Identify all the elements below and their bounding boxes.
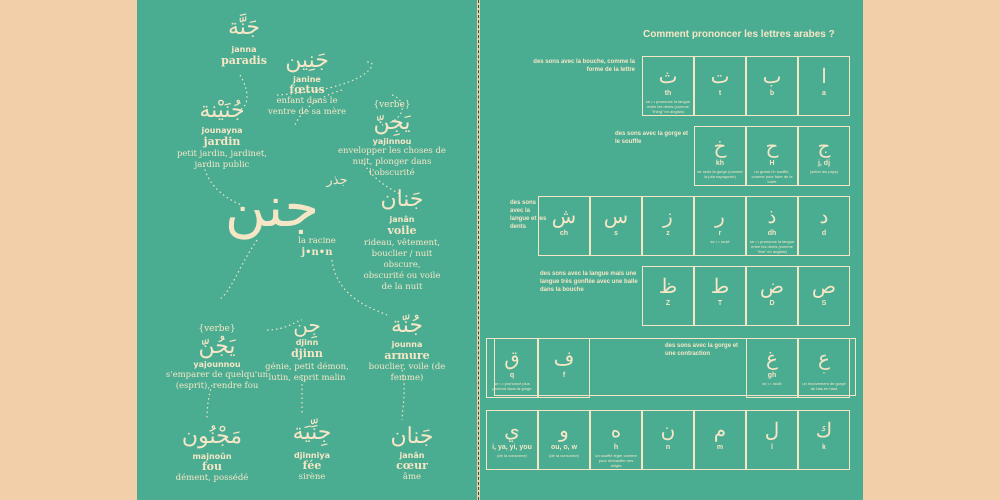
yajounnou-def: s'emparer de quelqu'un (esprit), rendre fou bbox=[165, 370, 269, 391]
group-label-throat: des sons avec la gorge et le souffle bbox=[615, 131, 689, 145]
janan-def: rideau, vêtement, bouclier / nuit obscure, obscurité ou voile de la nuit bbox=[363, 238, 441, 292]
letter-cell: ظ Z bbox=[642, 266, 694, 326]
letter-cell: ط T bbox=[694, 266, 746, 326]
djinn-def: génie, petit démon, lutin, esprit malin bbox=[265, 362, 349, 383]
letter-cell: ل l bbox=[746, 410, 798, 470]
letter-cell: ذ dh se • • prononce la langue entre les dents (comme "this" en anglais) bbox=[746, 196, 798, 256]
yajounnou-tag: {verbe} bbox=[198, 324, 236, 334]
jounayna-def: petit jardin, jardinet, jardin public bbox=[176, 149, 268, 170]
letter-cell: ض D bbox=[746, 266, 798, 326]
letter-cell: د d bbox=[798, 196, 850, 256]
djinn-arabic: جِن bbox=[293, 313, 321, 337]
letter-cell: ز z bbox=[642, 196, 694, 256]
majnoun-translit: majnoûn bbox=[192, 452, 232, 461]
djinniya-word: fée bbox=[302, 459, 322, 472]
page-fold bbox=[478, 0, 479, 500]
letter-cell: ب b bbox=[746, 56, 798, 116]
jounna-def: bouclier, voile (de femme) bbox=[368, 362, 446, 383]
letter-cell: ك k bbox=[798, 410, 850, 470]
janan2-translit: janân bbox=[399, 451, 425, 460]
janine-translit: janine bbox=[293, 75, 321, 84]
letter-cell: س s bbox=[590, 196, 642, 256]
letter-cell: ه h un souffle léger comme pour réchauffer ses doigts bbox=[590, 410, 642, 470]
root-caption: la racine bbox=[298, 236, 336, 246]
root-label-arabic: جذر bbox=[326, 173, 348, 188]
yajounnou-translit: yajounnou bbox=[193, 360, 241, 369]
letter-cell: ق q se • • prononcé plus profond dans la gorge bbox=[486, 338, 538, 398]
djinniya-translit: djinniya bbox=[294, 451, 330, 460]
majnoun-arabic: مَجْنُون bbox=[181, 424, 243, 449]
letter-cell: ش ch bbox=[538, 196, 590, 256]
janine-word: fœtus bbox=[289, 83, 325, 96]
letter-cell: ج j, dj (selon les pays) bbox=[798, 126, 850, 186]
janan-word: voile bbox=[387, 224, 417, 237]
janan2-def: âme bbox=[402, 472, 422, 482]
letter-cell: ر r se • • roulé bbox=[694, 196, 746, 256]
yajounnou-arabic: يَجُنّ bbox=[198, 334, 236, 359]
jounayna-translit: jounayna bbox=[201, 126, 243, 135]
jounna-translit: jounna bbox=[391, 340, 423, 349]
yajinnou-tag: {verbe} bbox=[373, 100, 411, 110]
letter-cell: ا a bbox=[798, 56, 850, 116]
left-page bbox=[137, 0, 477, 500]
janan2-arabic: جَنان bbox=[390, 424, 434, 449]
root-arabic: جنن bbox=[224, 175, 320, 240]
right-page bbox=[480, 0, 863, 500]
letter-cell: ن n bbox=[642, 410, 694, 470]
yajinnou-translit: yajinnou bbox=[372, 137, 412, 146]
djinn-word: djinn bbox=[291, 347, 323, 360]
janan-arabic: جَنان bbox=[380, 187, 424, 212]
letter-cell: ث th se • • prononce la langue entre les dents (comme "thing" en anglais) bbox=[642, 56, 694, 116]
group-label-contraction: des sons avec la gorge et une contraction bbox=[665, 343, 739, 357]
janine-arabic: جَنِين bbox=[285, 48, 329, 73]
letter-cell: ص S bbox=[798, 266, 850, 326]
djinniya-def: sirène bbox=[298, 472, 326, 482]
jounayna-arabic: جُنَيْنة bbox=[199, 98, 245, 123]
letter-cell: ح H un grand H• souffle, comme pour faire de la buée bbox=[746, 126, 798, 186]
majnoun-def: dément, possédé bbox=[175, 473, 249, 483]
djinn-translit: djinn bbox=[295, 338, 319, 347]
jounayna-word: jardin bbox=[203, 135, 241, 148]
janna-arabic: جَنَّة bbox=[227, 15, 261, 40]
letter-cell: خ kh se racle la gorge (comme la jota espagnole) bbox=[694, 126, 746, 186]
alphabet-title: Comment prononcer les lettres arabes ? bbox=[643, 29, 835, 40]
djinniya-arabic: جِنِّيَة bbox=[292, 420, 332, 445]
group-label-emphatic: des sons avec la langue mais une langue très gonflée avec une balle dans la bouche bbox=[540, 271, 638, 293]
yajinnou-arabic: يَجِنّ bbox=[373, 110, 411, 135]
root-letters: j•n•n bbox=[301, 247, 333, 258]
janna-word: paradis bbox=[221, 54, 267, 67]
yajinnou-def: envelopper les choses de nuit, plonger dans l'obscurité bbox=[338, 146, 446, 178]
majnoun-word: fou bbox=[201, 460, 223, 473]
letter-cell: غ gh se • • roulé bbox=[746, 338, 798, 398]
letter-cell: م m bbox=[694, 410, 746, 470]
letter-cell: ف f bbox=[538, 338, 590, 398]
letter-cell: و ou, o, w (de la consonne) bbox=[538, 410, 590, 470]
letter-cell: ي i, ya, yi, you (de la consonne) bbox=[486, 410, 538, 470]
jounna-arabic: جُنّة bbox=[390, 313, 424, 338]
group-label-tongue: des sons avec la langue et les dents bbox=[510, 200, 547, 230]
janine-def: enfant dans le ventre de sa mère bbox=[267, 96, 346, 117]
letter-cell: ع ' un mouvement de gorge de bas en haut bbox=[798, 338, 850, 398]
jounna-word: armure bbox=[384, 349, 430, 362]
janan2-word: cœur bbox=[396, 459, 428, 472]
janna-translit: janna bbox=[231, 45, 257, 54]
letter-cell: ت t bbox=[694, 56, 746, 116]
janan-translit: janân bbox=[389, 215, 415, 224]
group-label-mouth: des sons avec la bouche, comme la forme de la lettre bbox=[533, 59, 635, 73]
